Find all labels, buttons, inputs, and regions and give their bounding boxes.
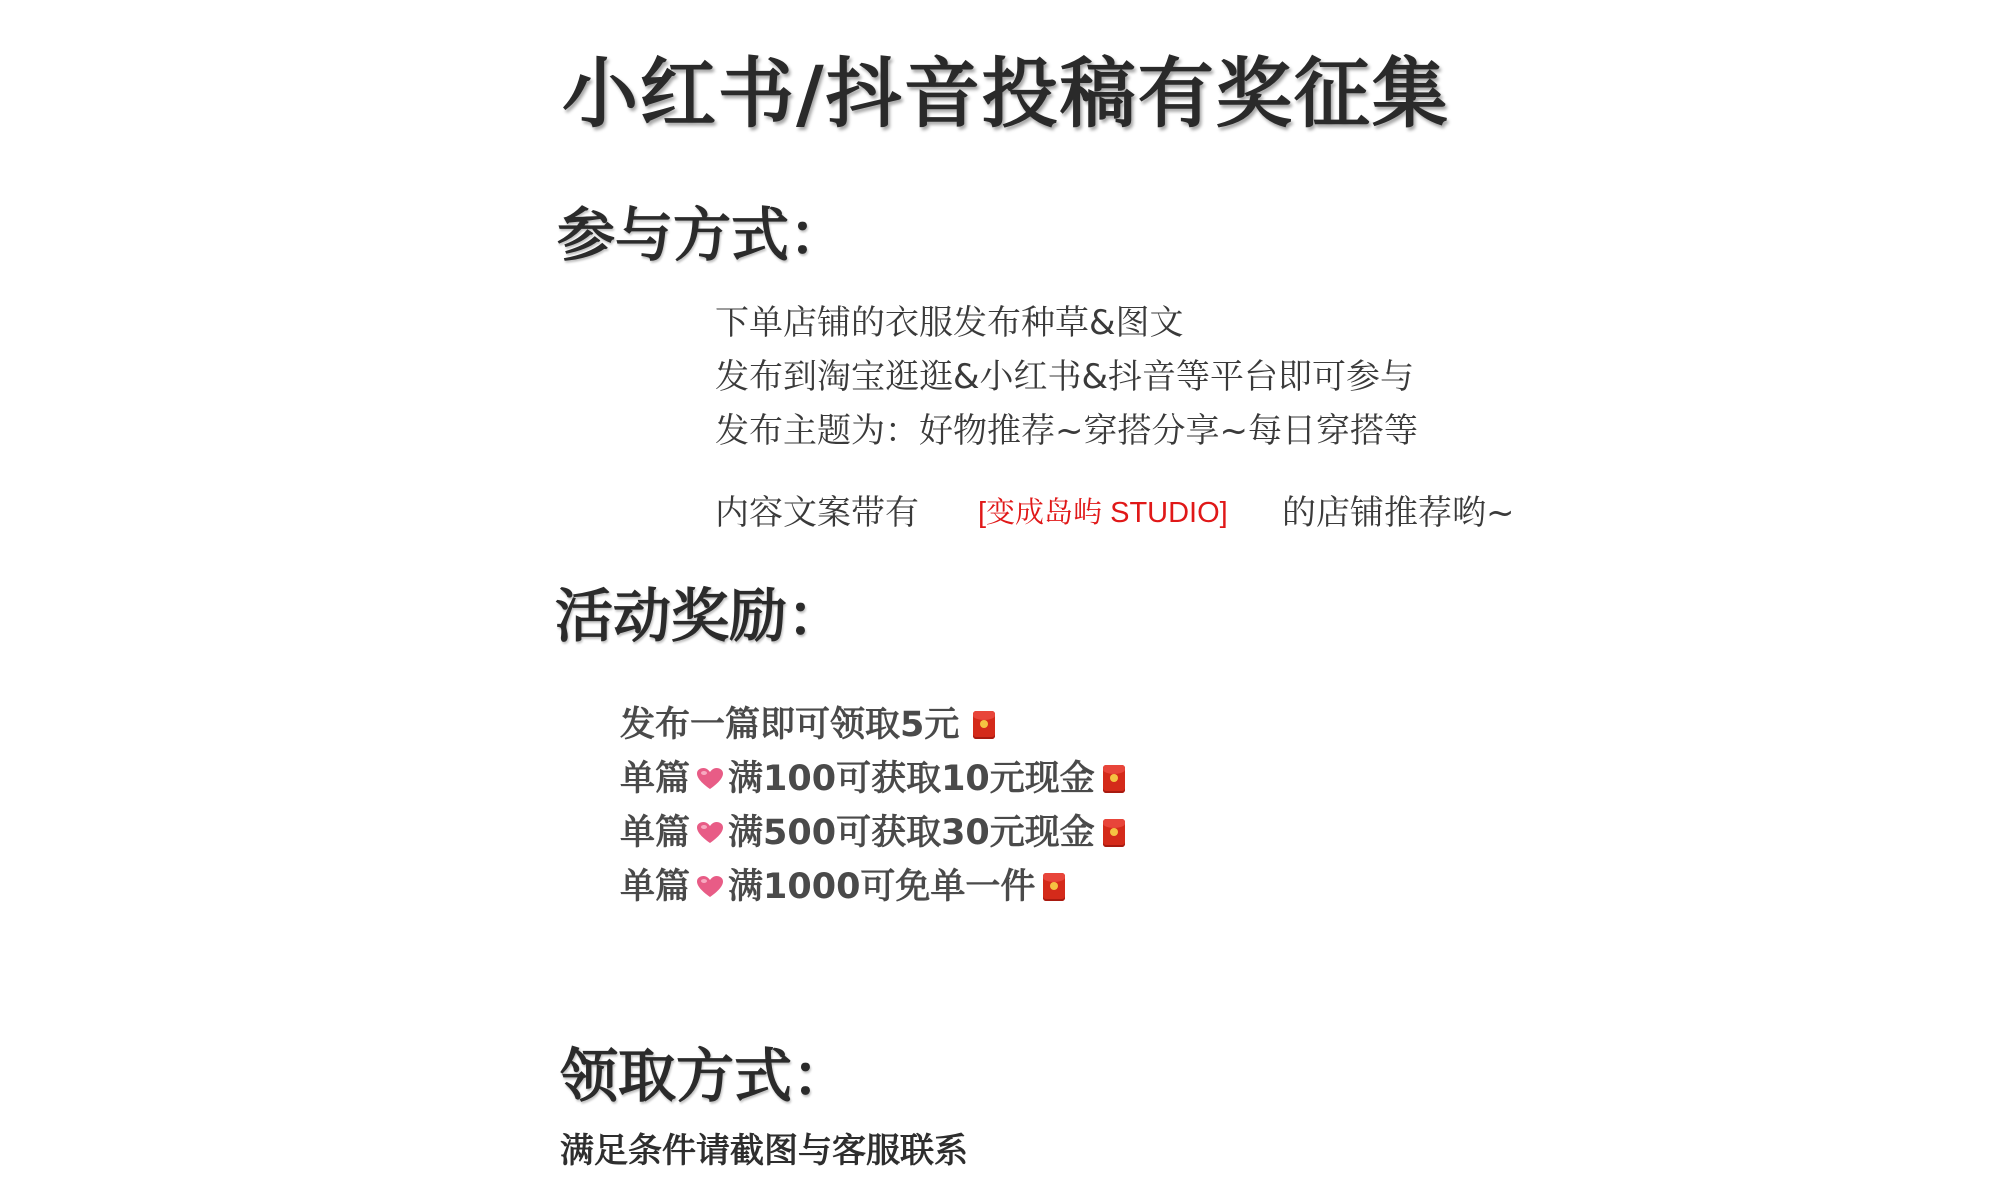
- reward-line-2-prefix: 单篇: [620, 759, 691, 799]
- reward-line-4-prefix: 单篇: [620, 867, 691, 907]
- heart-icon: [696, 875, 724, 899]
- participate-line-3: 发布主题为：好物推荐~穿搭分享~每日穿搭等: [715, 411, 1418, 451]
- reward-line-4-text: 满1000可免单一件: [728, 867, 1036, 907]
- participate-line-2: 发布到淘宝逛逛&小红书&抖音等平台即可参与: [715, 357, 1415, 397]
- heart-icon: [696, 821, 724, 845]
- rewards-heading: 活动奖励：: [555, 582, 846, 650]
- shop-name-tag: [变成岛屿 STUDIO]: [978, 497, 1228, 529]
- red-packet-icon: [1043, 873, 1065, 901]
- reward-line-4: [620, 866, 1065, 908]
- reward-line-2-text: 满100可获取10元现金: [728, 759, 1095, 799]
- heart-icon: [696, 767, 724, 791]
- red-packet-icon: [1103, 819, 1125, 847]
- participate-content-prefix: 内容文案带有: [715, 493, 919, 533]
- claim-heading: 领取方式：: [560, 1042, 851, 1110]
- participate-line-1: 下单店铺的衣服发布种草&图文: [715, 303, 1184, 343]
- reward-line-1: [620, 704, 995, 746]
- claim-text: 满足条件请截图与客服联系: [560, 1131, 968, 1171]
- reward-line-2: [620, 758, 1125, 800]
- reward-line-3-prefix: 单篇: [620, 813, 691, 853]
- participate-content-suffix: 的店铺推荐哟~: [1282, 493, 1515, 533]
- reward-line-3: [620, 812, 1125, 854]
- red-packet-icon: [973, 711, 995, 739]
- participate-heading: 参与方式：: [557, 201, 848, 269]
- reward-line-1-text: 发布一篇即可领取5元: [620, 705, 960, 745]
- page-title: 小红书/抖音投稿有奖征集: [562, 49, 1450, 138]
- red-packet-icon: [1103, 765, 1125, 793]
- reward-line-3-text: 满500可获取30元现金: [728, 813, 1095, 853]
